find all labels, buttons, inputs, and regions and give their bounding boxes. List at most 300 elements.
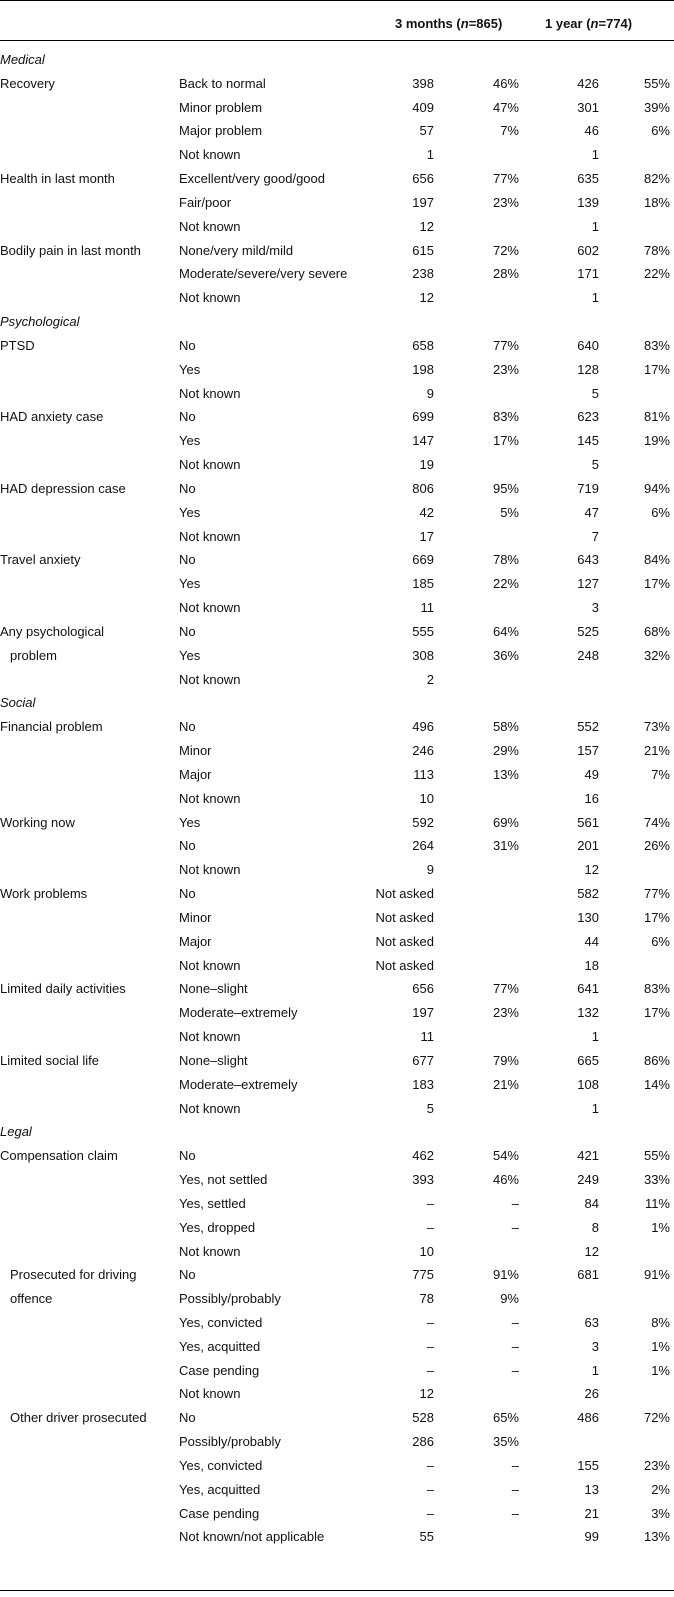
- level-label: Yes: [179, 433, 201, 449]
- percent-3-months: –: [511, 1195, 519, 1211]
- table-row: [0, 1192, 674, 1216]
- count-1-year: 84: [584, 1195, 599, 1211]
- level-label: Minor problem: [179, 99, 263, 115]
- table-row: [0, 644, 674, 668]
- level-label: No: [179, 1148, 196, 1164]
- table-row: [0, 1525, 674, 1549]
- table-row: [0, 1001, 674, 1025]
- level-label: Not known: [179, 457, 241, 473]
- level-label: Not known: [179, 385, 241, 401]
- outcome-label: Health in last month: [0, 171, 115, 187]
- table-row: [0, 239, 674, 263]
- count-3-months: 286: [412, 1434, 434, 1450]
- percent-1-year: 32%: [643, 647, 670, 663]
- percent-3-months: 17%: [492, 433, 519, 449]
- count-3-months: 1: [426, 147, 434, 163]
- outcome-label: Travel anxiety: [0, 552, 81, 568]
- count-3-months: 615: [412, 242, 434, 258]
- count-3-months: 2: [426, 671, 434, 687]
- count-1-year: 582: [577, 886, 599, 902]
- percent-1-year: 86%: [643, 1052, 670, 1068]
- table-row: [0, 1359, 674, 1383]
- level-label: Not known: [179, 1100, 241, 1116]
- count-1-year: 139: [577, 194, 599, 210]
- outcome-label: PTSD: [0, 337, 35, 353]
- level-label: Excellent/very good/good: [179, 171, 325, 187]
- level-label: Possibly/probably: [179, 1291, 281, 1307]
- level-label: Minor: [179, 743, 212, 759]
- percent-3-months: 77%: [492, 337, 519, 353]
- percent-1-year: 17%: [643, 576, 670, 592]
- table-row: [0, 1144, 674, 1168]
- count-3-months: 198: [412, 361, 434, 377]
- outcome-label: Bodily pain in last month: [0, 242, 141, 258]
- count-3-months: 555: [412, 623, 434, 639]
- percent-3-months: 47%: [492, 99, 519, 115]
- count-1-year: 12: [584, 862, 599, 878]
- percent-3-months: 7%: [500, 123, 519, 139]
- level-label: Case pending: [179, 1505, 260, 1521]
- percent-1-year: 8%: [651, 1314, 670, 1330]
- count-3-months: 10: [419, 1243, 434, 1259]
- count-1-year: 49: [584, 766, 599, 782]
- outcome-label: Limited social life: [0, 1052, 99, 1068]
- count-3-months: 677: [412, 1052, 434, 1068]
- percent-3-months: 79%: [492, 1052, 519, 1068]
- count-1-year: 201: [577, 838, 599, 854]
- section-label: Psychological: [0, 314, 80, 330]
- percent-3-months: 64%: [492, 623, 519, 639]
- table-row: [0, 1097, 674, 1121]
- count-1-year: 640: [577, 337, 599, 353]
- percent-3-months: 22%: [492, 576, 519, 592]
- outcome-label: HAD depression case: [0, 480, 126, 496]
- header-rule: [0, 40, 674, 41]
- count-1-year: 13: [584, 1481, 599, 1497]
- count-3-months: –: [426, 1195, 434, 1211]
- percent-3-months: –: [511, 1362, 519, 1378]
- count-1-year: 3: [591, 1338, 599, 1354]
- count-3-months: 656: [412, 981, 434, 997]
- table-row: [0, 405, 674, 429]
- count-3-months: 9: [426, 385, 434, 401]
- count-1-year: 623: [577, 409, 599, 425]
- table-row: [0, 1168, 674, 1192]
- outcome-label: offence: [10, 1291, 53, 1307]
- count-1-year: 426: [577, 75, 599, 91]
- count-1-year: 21: [584, 1505, 599, 1521]
- percent-1-year: 7%: [651, 766, 670, 782]
- percent-1-year: 83%: [643, 337, 670, 353]
- count-1-year: 157: [577, 743, 599, 759]
- percent-1-year: 1%: [651, 1362, 670, 1378]
- table-row: [0, 906, 674, 930]
- count-1-year: 63: [584, 1314, 599, 1330]
- percent-1-year: 23%: [643, 1457, 670, 1473]
- count-1-year: 128: [577, 361, 599, 377]
- percent-3-months: 23%: [492, 1005, 519, 1021]
- level-label: Not known: [179, 528, 241, 544]
- count-1-year: 44: [584, 933, 599, 949]
- count-3-months: 57: [419, 123, 434, 139]
- level-label: Not known: [179, 1029, 241, 1045]
- table-row: [0, 119, 674, 143]
- table-row: [0, 1335, 674, 1359]
- section-heading-row: [0, 310, 674, 334]
- table-row: [0, 1049, 674, 1073]
- table-row: [0, 548, 674, 572]
- percent-1-year: 17%: [643, 361, 670, 377]
- count-3-months: Not asked: [375, 933, 434, 949]
- table-row: [0, 167, 674, 191]
- percent-3-months: 31%: [492, 838, 519, 854]
- table-row: [0, 1287, 674, 1311]
- table-row: [0, 477, 674, 501]
- header-3-months: 3 months (n=865): [395, 16, 503, 31]
- table-row: [0, 954, 674, 978]
- count-1-year: 1: [591, 1100, 599, 1116]
- table-row: [0, 1025, 674, 1049]
- percent-3-months: 21%: [492, 1076, 519, 1092]
- count-3-months: 658: [412, 337, 434, 353]
- table-row: [0, 1073, 674, 1097]
- percent-1-year: 77%: [643, 886, 670, 902]
- count-3-months: –: [426, 1219, 434, 1235]
- percent-3-months: 77%: [492, 981, 519, 997]
- percent-3-months: 91%: [492, 1267, 519, 1283]
- count-3-months: 775: [412, 1267, 434, 1283]
- count-1-year: 249: [577, 1172, 599, 1187]
- count-1-year: 1: [591, 147, 599, 163]
- count-3-months: 592: [412, 814, 434, 830]
- count-1-year: 12: [584, 1243, 599, 1259]
- percent-1-year: 6%: [651, 933, 670, 949]
- table-row: [0, 1311, 674, 1335]
- level-label: No: [179, 838, 196, 854]
- percent-3-months: 65%: [492, 1410, 519, 1426]
- percent-1-year: 26%: [643, 838, 670, 854]
- count-3-months: 12: [419, 218, 434, 234]
- count-3-months: 185: [412, 576, 434, 592]
- level-label: Yes, settled: [179, 1195, 246, 1211]
- count-3-months: 19: [419, 457, 434, 473]
- percent-3-months: 78%: [492, 552, 519, 568]
- percent-3-months: 36%: [492, 647, 519, 663]
- percent-1-year: 39%: [643, 99, 670, 115]
- percent-1-year: 22%: [643, 266, 670, 282]
- table-row: [0, 286, 674, 310]
- count-3-months: –: [426, 1505, 434, 1521]
- count-3-months: 10: [419, 790, 434, 806]
- level-label: None–slight: [179, 1052, 248, 1068]
- level-label: Back to normal: [179, 75, 266, 91]
- percent-1-year: 84%: [643, 552, 670, 568]
- outcome-label: Compensation claim: [0, 1148, 118, 1164]
- level-label: Major: [179, 933, 212, 949]
- percent-3-months: 5%: [500, 504, 519, 520]
- level-label: Moderate–extremely: [179, 1005, 298, 1021]
- outcome-label: Work problems: [0, 886, 88, 902]
- level-label: No: [179, 337, 196, 353]
- table-row: [0, 1216, 674, 1240]
- outcome-label: Prosecuted for driving: [10, 1267, 137, 1283]
- table-row: [0, 501, 674, 525]
- level-label: Yes, convicted: [179, 1457, 263, 1473]
- percent-1-year: 72%: [643, 1410, 670, 1426]
- count-1-year: 681: [577, 1267, 599, 1283]
- count-1-year: 602: [577, 242, 599, 258]
- count-1-year: 16: [584, 790, 599, 806]
- level-label: Yes, acquitted: [179, 1338, 261, 1354]
- section-label: Medical: [0, 52, 45, 67]
- table-row: [0, 977, 674, 1001]
- percent-3-months: 23%: [492, 361, 519, 377]
- table-row: [0, 358, 674, 382]
- count-1-year: 5: [591, 457, 599, 473]
- outcome-label: problem: [10, 647, 57, 663]
- section-heading-row: [0, 48, 674, 72]
- level-label: No: [179, 480, 196, 496]
- percent-1-year: 74%: [643, 814, 670, 830]
- count-1-year: 552: [577, 719, 599, 735]
- count-3-months: 528: [412, 1410, 434, 1426]
- percent-3-months: 58%: [492, 719, 519, 735]
- count-1-year: 145: [577, 433, 599, 449]
- table-row: [0, 668, 674, 692]
- level-label: Not known: [179, 600, 241, 616]
- count-3-months: –: [426, 1481, 434, 1497]
- count-1-year: 132: [577, 1005, 599, 1021]
- level-label: Yes, convicted: [179, 1314, 263, 1330]
- percent-3-months: 23%: [492, 194, 519, 210]
- percent-3-months: 13%: [492, 766, 519, 782]
- count-3-months: 183: [412, 1076, 434, 1092]
- count-1-year: 99: [584, 1529, 599, 1545]
- percent-3-months: 46%: [492, 75, 519, 91]
- count-1-year: 1: [591, 1362, 599, 1378]
- percent-1-year: 11%: [644, 1195, 670, 1211]
- percent-3-months: 69%: [492, 814, 519, 830]
- percent-3-months: –: [511, 1481, 519, 1497]
- count-3-months: –: [426, 1362, 434, 1378]
- table-row: [0, 858, 674, 882]
- table-row: [0, 143, 674, 167]
- count-3-months: 308: [412, 647, 434, 663]
- percent-3-months: 95%: [492, 480, 519, 496]
- count-1-year: 641: [577, 981, 599, 997]
- count-1-year: 1: [591, 290, 599, 306]
- percent-3-months: 83%: [492, 409, 519, 425]
- count-1-year: 130: [577, 909, 599, 925]
- percent-3-months: –: [511, 1219, 519, 1235]
- table-row: [0, 715, 674, 739]
- count-3-months: 42: [419, 504, 434, 520]
- outcome-label: Other driver prosecuted: [10, 1410, 147, 1426]
- count-1-year: 5: [591, 385, 599, 401]
- section-heading-row: [0, 1120, 674, 1144]
- count-1-year: 7: [591, 528, 599, 544]
- level-label: Yes: [179, 576, 201, 592]
- table-row: [0, 72, 674, 96]
- table-row: [0, 1430, 674, 1454]
- table-row: [0, 834, 674, 858]
- table-row: [0, 596, 674, 620]
- percent-3-months: –: [511, 1314, 519, 1330]
- percent-1-year: 2%: [651, 1481, 670, 1497]
- percent-1-year: 33%: [643, 1172, 670, 1187]
- level-label: Major problem: [179, 123, 263, 139]
- count-1-year: 643: [577, 552, 599, 568]
- table-row: [0, 1454, 674, 1478]
- section-label: Legal: [0, 1124, 32, 1140]
- percent-1-year: 68%: [643, 623, 670, 639]
- count-1-year: 248: [577, 647, 599, 663]
- percent-1-year: 21%: [643, 743, 670, 759]
- level-label: Not known/not applicable: [179, 1529, 325, 1545]
- count-3-months: 398: [412, 75, 434, 91]
- level-label: Yes: [179, 647, 201, 663]
- percent-1-year: 78%: [643, 242, 670, 258]
- percent-3-months: 28%: [492, 266, 519, 282]
- count-1-year: 421: [577, 1148, 599, 1164]
- count-3-months: 12: [419, 1386, 434, 1402]
- percent-1-year: 13%: [643, 1529, 670, 1545]
- level-label: No: [179, 1267, 196, 1283]
- count-1-year: 127: [577, 576, 599, 592]
- level-label: Not known: [179, 862, 241, 878]
- level-label: Yes, dropped: [179, 1219, 256, 1235]
- table-row: [0, 382, 674, 406]
- count-3-months: –: [426, 1457, 434, 1473]
- level-label: No: [179, 1410, 196, 1426]
- table-row: [0, 1240, 674, 1264]
- outcome-label: Any psychological: [0, 623, 105, 639]
- table-row: [0, 882, 674, 906]
- count-3-months: –: [426, 1314, 434, 1330]
- outcome-label: Financial problem: [0, 719, 103, 735]
- percent-1-year: 17%: [643, 909, 670, 925]
- header-1-year: 1 year (n=774): [545, 16, 633, 31]
- percent-1-year: 55%: [643, 75, 670, 91]
- table-row: [0, 525, 674, 549]
- percent-1-year: 19%: [643, 433, 670, 449]
- count-3-months: 699: [412, 409, 434, 425]
- percent-1-year: 91%: [643, 1267, 670, 1283]
- table-row: [0, 429, 674, 453]
- count-3-months: 496: [412, 719, 434, 735]
- table-row: [0, 787, 674, 811]
- count-3-months: 656: [412, 171, 434, 187]
- count-3-months: 11: [420, 1029, 434, 1045]
- count-1-year: 525: [577, 623, 599, 639]
- count-3-months: 238: [412, 266, 434, 282]
- table-row: [0, 930, 674, 954]
- percent-1-year: 55%: [643, 1148, 670, 1164]
- count-1-year: 26: [584, 1386, 599, 1402]
- level-label: Not known: [179, 957, 241, 973]
- level-label: No: [179, 552, 196, 568]
- count-3-months: 393: [412, 1172, 434, 1187]
- count-3-months: 669: [412, 552, 434, 568]
- count-3-months: 806: [412, 480, 434, 496]
- count-1-year: 46: [584, 123, 599, 139]
- percent-1-year: 3%: [651, 1505, 670, 1521]
- percent-1-year: 1%: [651, 1338, 670, 1354]
- count-3-months: 12: [419, 290, 434, 306]
- level-label: Yes: [179, 504, 201, 520]
- percent-1-year: 14%: [643, 1076, 670, 1092]
- level-label: No: [179, 886, 196, 902]
- level-label: Minor: [179, 909, 212, 925]
- level-label: No: [179, 409, 196, 425]
- count-1-year: 561: [577, 814, 599, 830]
- count-3-months: Not asked: [375, 957, 434, 973]
- level-label: Not known: [179, 290, 241, 306]
- table-row: [0, 763, 674, 787]
- count-3-months: 11: [420, 600, 434, 616]
- outcome-label: Recovery: [0, 75, 55, 91]
- level-label: Not known: [179, 671, 241, 687]
- count-1-year: 155: [577, 1457, 599, 1473]
- table-row: [0, 96, 674, 120]
- level-label: Not known: [179, 147, 241, 163]
- level-label: Not known: [179, 790, 241, 806]
- count-1-year: 1: [591, 218, 599, 234]
- level-label: No: [179, 719, 196, 735]
- count-3-months: 197: [412, 194, 434, 210]
- count-1-year: 3: [591, 600, 599, 616]
- percent-1-year: 81%: [643, 409, 670, 425]
- percent-1-year: 1%: [651, 1219, 670, 1235]
- count-3-months: 17: [419, 528, 434, 544]
- count-1-year: 301: [577, 99, 599, 115]
- level-label: Major: [179, 766, 212, 782]
- level-label: Moderate–extremely: [179, 1076, 298, 1092]
- count-1-year: 171: [577, 266, 599, 282]
- percent-3-months: 9%: [500, 1291, 519, 1307]
- level-label: Yes: [179, 814, 201, 830]
- section-heading-row: [0, 691, 674, 715]
- table-row: [0, 215, 674, 239]
- percent-1-year: 6%: [651, 504, 670, 520]
- outcome-label: HAD anxiety case: [0, 409, 104, 425]
- percent-1-year: 82%: [643, 171, 670, 187]
- percent-1-year: 17%: [643, 1005, 670, 1021]
- percent-1-year: 18%: [643, 194, 670, 210]
- count-3-months: 113: [413, 766, 434, 782]
- level-label: Not known: [179, 1386, 241, 1402]
- count-3-months: 264: [412, 838, 434, 854]
- table-row: [0, 334, 674, 358]
- table-row: [0, 191, 674, 215]
- percent-1-year: 94%: [643, 480, 670, 496]
- percent-3-months: –: [511, 1457, 519, 1473]
- percent-3-months: –: [511, 1338, 519, 1354]
- table-row: [0, 1263, 674, 1287]
- count-3-months: 78: [419, 1291, 434, 1307]
- outcome-label: Limited daily activities: [0, 981, 126, 997]
- level-label: Yes: [179, 361, 201, 377]
- table-row: [0, 739, 674, 763]
- level-label: Yes, not settled: [179, 1172, 268, 1187]
- percent-1-year: 83%: [643, 981, 670, 997]
- count-1-year: 635: [577, 171, 599, 187]
- table-row: [0, 1382, 674, 1406]
- level-label: None/very mild/mild: [179, 242, 294, 258]
- percent-1-year: 73%: [643, 719, 670, 735]
- count-3-months: Not asked: [375, 909, 434, 925]
- count-1-year: 8: [591, 1219, 599, 1235]
